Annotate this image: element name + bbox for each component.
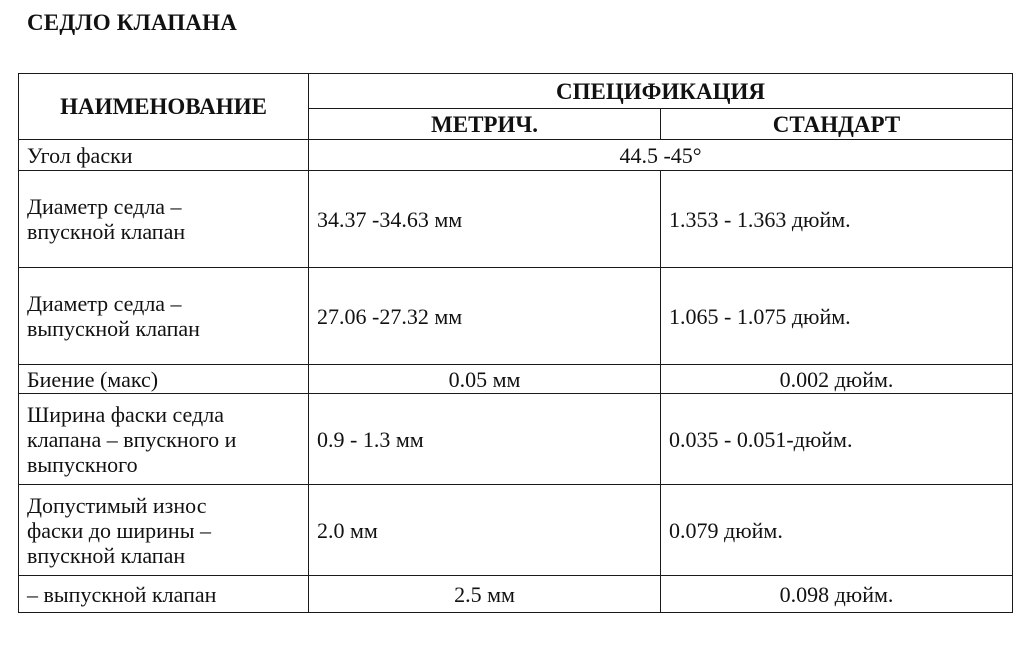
row-name-line: Биение (макс) bbox=[27, 366, 159, 392]
table-row-seat-diameter-intake bbox=[19, 171, 1013, 268]
row-name-line: впускной клапан bbox=[27, 542, 186, 568]
row-standard-value: 0.035 - 0.051-дюйм. bbox=[661, 394, 1013, 485]
row-name-line: Ширина фаски седла bbox=[27, 401, 224, 427]
row-name-line: клапана – впускного и bbox=[27, 426, 237, 452]
row-name-line: – выпускной клапан bbox=[27, 581, 217, 607]
header-row-top bbox=[19, 74, 1013, 109]
row-name-cell bbox=[19, 268, 309, 365]
row-metric-value: 0.05 мм bbox=[309, 365, 661, 394]
table-row-seat-diameter-exhaust bbox=[19, 268, 1013, 365]
row-standard-value: 1.065 - 1.075 дюйм. bbox=[661, 268, 1013, 365]
row-name-cell bbox=[19, 394, 309, 485]
row-standard-value: 0.002 дюйм. bbox=[661, 365, 1013, 394]
row-name-cell bbox=[19, 171, 309, 268]
row-name-line: фаски до ширины – bbox=[27, 517, 211, 543]
row-name-line: впускной клапан bbox=[27, 219, 186, 244]
row-name-cell bbox=[19, 576, 309, 613]
row-name-cell bbox=[19, 365, 309, 394]
row-name-line: выпускной клапан bbox=[27, 316, 200, 341]
row-metric-value: 2.0 мм bbox=[309, 485, 661, 576]
row-name-cell bbox=[19, 485, 309, 576]
row-name-cell bbox=[19, 140, 309, 171]
row-name-line: Диаметр седла – bbox=[27, 291, 182, 316]
document-title: СЕДЛО КЛАПАНА bbox=[27, 10, 238, 35]
row-metric-value: 2.5 мм bbox=[309, 576, 661, 613]
row-standard-value: 1.353 - 1.363 дюйм. bbox=[661, 171, 1013, 268]
row-standard-value: 0.098 дюйм. bbox=[661, 576, 1013, 613]
header-spec: СПЕЦИФИКАЦИЯ bbox=[309, 74, 1013, 109]
row-metric-value: 0.9 - 1.3 мм bbox=[309, 394, 661, 485]
row-standard-value: 0.079 дюйм. bbox=[661, 485, 1013, 576]
row-name-line: Угол фаски bbox=[27, 142, 133, 168]
row-name-line: Диаметр седла – bbox=[27, 194, 182, 219]
row-combined-value: 44.5 -45° bbox=[309, 140, 1013, 171]
header-metric: МЕТРИЧ. bbox=[309, 109, 661, 140]
row-name-line: выпускного bbox=[27, 451, 138, 477]
row-metric-value: 34.37 -34.63 мм bbox=[309, 171, 661, 268]
table-row-allowable-wear-exhaust bbox=[19, 576, 1013, 613]
valve-seat-spec-table bbox=[18, 73, 1013, 613]
row-metric-value: 27.06 -27.32 мм bbox=[309, 268, 661, 365]
table-row-runout bbox=[19, 365, 1013, 394]
row-name-line: Допустимый износ bbox=[27, 492, 207, 518]
header-standard: СТАНДАРТ bbox=[661, 109, 1013, 140]
table-row-allowable-wear-intake bbox=[19, 485, 1013, 576]
table-row-seat-chamfer-width bbox=[19, 394, 1013, 485]
header-name: НАИМЕНОВАНИЕ bbox=[19, 74, 309, 140]
table-row-chamfer-angle bbox=[19, 140, 1013, 171]
